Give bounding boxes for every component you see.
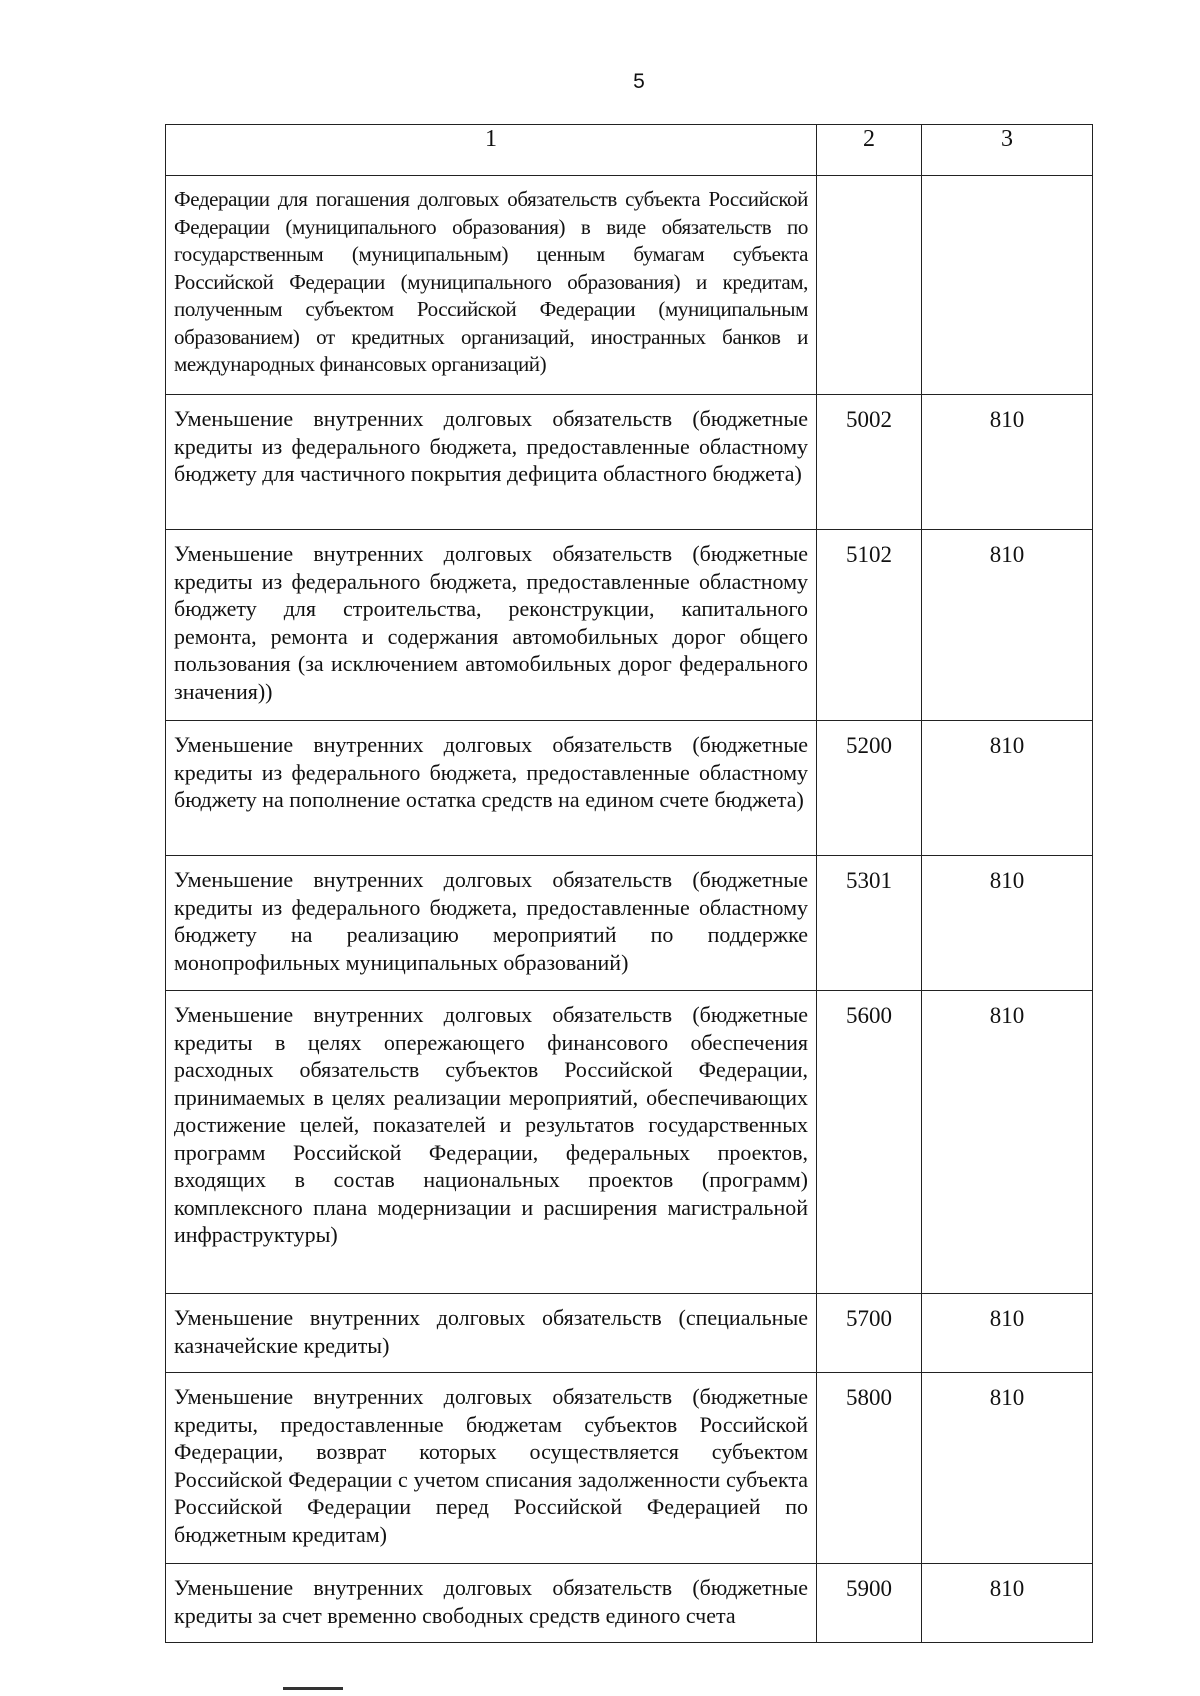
row-description: Уменьшение внутренних долговых обязательств (бюджетные кредиты в целях опережающего финансового обеспечения расходных обязательств субъектов Российской Федерации, принимаемых в целях реализации мероприятий, обеспечивающих достижение целей, показателей и результатов государственных программ Российской Федерации, федеральных проектов, входящих в состав национальных проектов (программ) комплексного плана модернизации и расширения магистральной инфраструктуры) <box>166 991 817 1294</box>
row-description: Уменьшение внутренних долговых обязательств (бюджетные кредиты из федерального бюджета, предоставленные областному бюджету для строительства, реконструкции, капитального ремонта, ремонта и содержания автомобильных дорог общего пользования (за исключением автомобильных дорог федерального значения)) <box>166 530 817 721</box>
row-code: 5301 <box>817 856 922 991</box>
row-kosgu: 810 <box>922 1373 1093 1564</box>
row-code: 5002 <box>817 395 922 530</box>
page-edge-mark <box>283 1687 343 1690</box>
table-header-row <box>166 125 1093 176</box>
table-row <box>166 991 1093 1294</box>
row-code: 5700 <box>817 1294 922 1373</box>
row-description: Уменьшение внутренних долговых обязательств (специальные казначейские кредиты) <box>166 1294 817 1373</box>
row-kosgu: 810 <box>922 1294 1093 1373</box>
row-kosgu: 810 <box>922 991 1093 1294</box>
page-number: 5 <box>633 70 645 93</box>
row-kosgu: 810 <box>922 1564 1093 1643</box>
table-row <box>166 1564 1093 1643</box>
row-code: 5102 <box>817 530 922 721</box>
row-code: 5200 <box>817 721 922 856</box>
table-row <box>166 1373 1093 1564</box>
table-row <box>166 176 1093 395</box>
column-header-3: 3 <box>922 125 1093 176</box>
row-code: 5600 <box>817 991 922 1294</box>
row-description: Уменьшение внутренних долговых обязательств (бюджетные кредиты из федерального бюджета, предоставленные областному бюджету на реализацию мероприятий по поддержке монопрофильных муниципальных образований) <box>166 856 817 991</box>
table-row <box>166 530 1093 721</box>
row-description: Федерации для погашения долговых обязательств субъекта Российской Федерации (муниципального образования) в виде обязательств по государственным (муниципальным) ценным бумагам субъекта Российской Федерации (муниципального образования) и кредитам, полученным субъектом Российской Федерации (муниципальным образованием) от кредитных организаций, иностранных банков и международных финансовых организаций) <box>166 176 817 395</box>
row-code: 5900 <box>817 1564 922 1643</box>
table-row <box>166 395 1093 530</box>
row-description: Уменьшение внутренних долговых обязательств (бюджетные кредиты из федерального бюджета, предоставленные областному бюджету для частичного покрытия дефицита областного бюджета) <box>166 395 817 530</box>
row-kosgu: 810 <box>922 721 1093 856</box>
row-description: Уменьшение внутренних долговых обязательств (бюджетные кредиты за счет временно свободных средств единого счета <box>166 1564 817 1643</box>
table-row <box>166 856 1093 991</box>
column-header-1: 1 <box>166 125 817 176</box>
budget-classification-table <box>165 124 1093 1643</box>
column-header-2: 2 <box>817 125 922 176</box>
row-kosgu: 810 <box>922 530 1093 721</box>
table-row <box>166 721 1093 856</box>
row-description: Уменьшение внутренних долговых обязательств (бюджетные кредиты, предоставленные бюджетам субъектов Российской Федерации, возврат которых осуществляется субъектом Российской Федерации с учетом списания задолженности субъекта Российской Федерации перед Российской Федерацией по бюджетным кредитам) <box>166 1373 817 1564</box>
row-code: 5800 <box>817 1373 922 1564</box>
row-code <box>817 176 922 395</box>
row-kosgu: 810 <box>922 856 1093 991</box>
table-row <box>166 1294 1093 1373</box>
row-description: Уменьшение внутренних долговых обязательств (бюджетные кредиты из федерального бюджета, предоставленные областному бюджету на пополнение остатка средств на едином счете бюджета) <box>166 721 817 856</box>
row-kosgu: 810 <box>922 395 1093 530</box>
row-kosgu <box>922 176 1093 395</box>
